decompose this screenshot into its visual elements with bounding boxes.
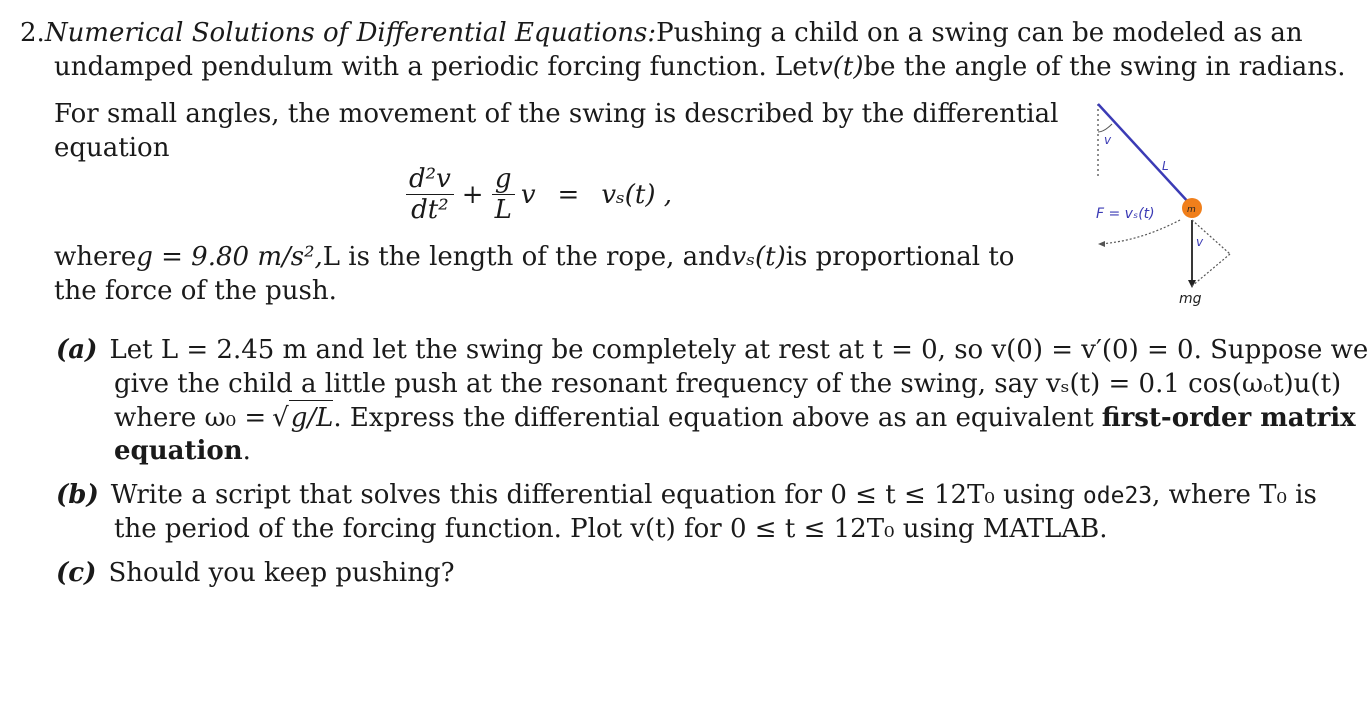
bold-first-order: first-order matrix	[1101, 403, 1356, 433]
part-a-text-3: . Express the differential equation above as an equivalent	[333, 403, 1094, 433]
eq-num: d²v	[406, 164, 454, 195]
angle-label: v	[1104, 133, 1112, 147]
where-vs: vₛ(t)	[731, 242, 786, 272]
omega-def: where ω₀ =	[114, 403, 267, 433]
part-a-line-3	[114, 400, 1356, 435]
rope-line	[1098, 104, 1190, 204]
tangential-component	[1192, 254, 1230, 286]
eq-plus: +	[461, 179, 484, 210]
problem-topic: Numerical Solutions of Differential Equations:	[44, 18, 657, 48]
var-v-of-t: v(t)	[818, 52, 864, 82]
paragraph-line-2: equation	[54, 133, 170, 163]
part-a-label: (a)	[56, 335, 98, 365]
problem-intro-1: Pushing a child on a swing can be modeled as an	[656, 18, 1303, 48]
part-c-line-1	[56, 556, 455, 590]
part-b-text-1b: , where T₀ is	[1152, 480, 1317, 510]
problem-number: 2.	[20, 18, 45, 48]
part-c-label: (c)	[56, 558, 97, 588]
where-line-1	[54, 240, 1015, 274]
part-a-line-4	[114, 434, 251, 468]
eq-L: L	[494, 195, 512, 225]
eq-v: v	[520, 179, 536, 210]
swing-arrow-head	[1098, 241, 1105, 247]
eq-rhs: vₛ(t) ,	[601, 179, 673, 210]
part-c-text: Should you keep pushing?	[108, 558, 455, 588]
where-word: where	[54, 242, 137, 272]
where-rope: L is the length of the rope, and	[322, 242, 732, 272]
eq-den: dt²	[411, 195, 449, 225]
bold-equation: equation	[114, 436, 243, 466]
eq-equals: =	[557, 179, 580, 210]
part-a-line-2: give the child a little push at the resonant frequency of the swing, say vₛ(t) = 0.1 cos(ωₒt)u(t)	[114, 369, 1342, 399]
sqrt-sign: √	[272, 403, 289, 433]
part-b-line-1	[56, 478, 1317, 513]
weight-label: mg	[1179, 291, 1202, 307]
swing-path-arc	[1100, 220, 1180, 244]
part-b-text-1: Write a script that solves this differential equation for 0 ≤ t ≤ 12T₀ using	[110, 480, 1075, 510]
mass-label: m	[1187, 205, 1196, 215]
g-over-L	[492, 164, 515, 225]
paragraph-line-1: For small angles, the movement of the swing is described by the differential	[54, 99, 1059, 129]
eq-g: g	[492, 164, 515, 195]
problem-line-2	[54, 50, 1346, 84]
ode23-code: ode23	[1082, 483, 1153, 509]
force-label: F = vₛ(t)	[1096, 206, 1155, 222]
component-angle-label: v	[1196, 235, 1204, 249]
part-b-line-2: the period of the forcing function. Plot v(t) for 0 ≤ t ≤ 12T₀ using MATLAB.	[114, 514, 1108, 544]
problem-intro-2b: be the angle of the swing in radians.	[863, 52, 1346, 82]
display-equation	[400, 164, 672, 225]
gravity-arrow-head	[1188, 280, 1196, 288]
part-a-text-1: Let L = 2.45 m and let the swing be completely at rest at t = 0, so v(0) = v′(0) = 0. Suppose we	[109, 335, 1368, 365]
part-b-label: (b)	[56, 480, 99, 510]
part-a-period: .	[242, 436, 251, 466]
where-prop: is proportional to	[785, 242, 1015, 272]
rope-length-label: L	[1162, 159, 1169, 173]
g-value: g = 9.80 m/s²,	[136, 242, 323, 272]
part-a-line-1	[56, 333, 1368, 367]
where-line-2: the force of the push.	[54, 276, 337, 306]
swing-pendulum-figure	[1080, 96, 1280, 316]
angle-arc	[1098, 124, 1112, 132]
sqrt-content: g/L	[289, 400, 334, 435]
problem-intro-2a: undamped pendulum with a periodic forcing function. Let	[54, 52, 819, 82]
problem-line-1	[20, 16, 1303, 50]
second-derivative	[406, 164, 454, 225]
